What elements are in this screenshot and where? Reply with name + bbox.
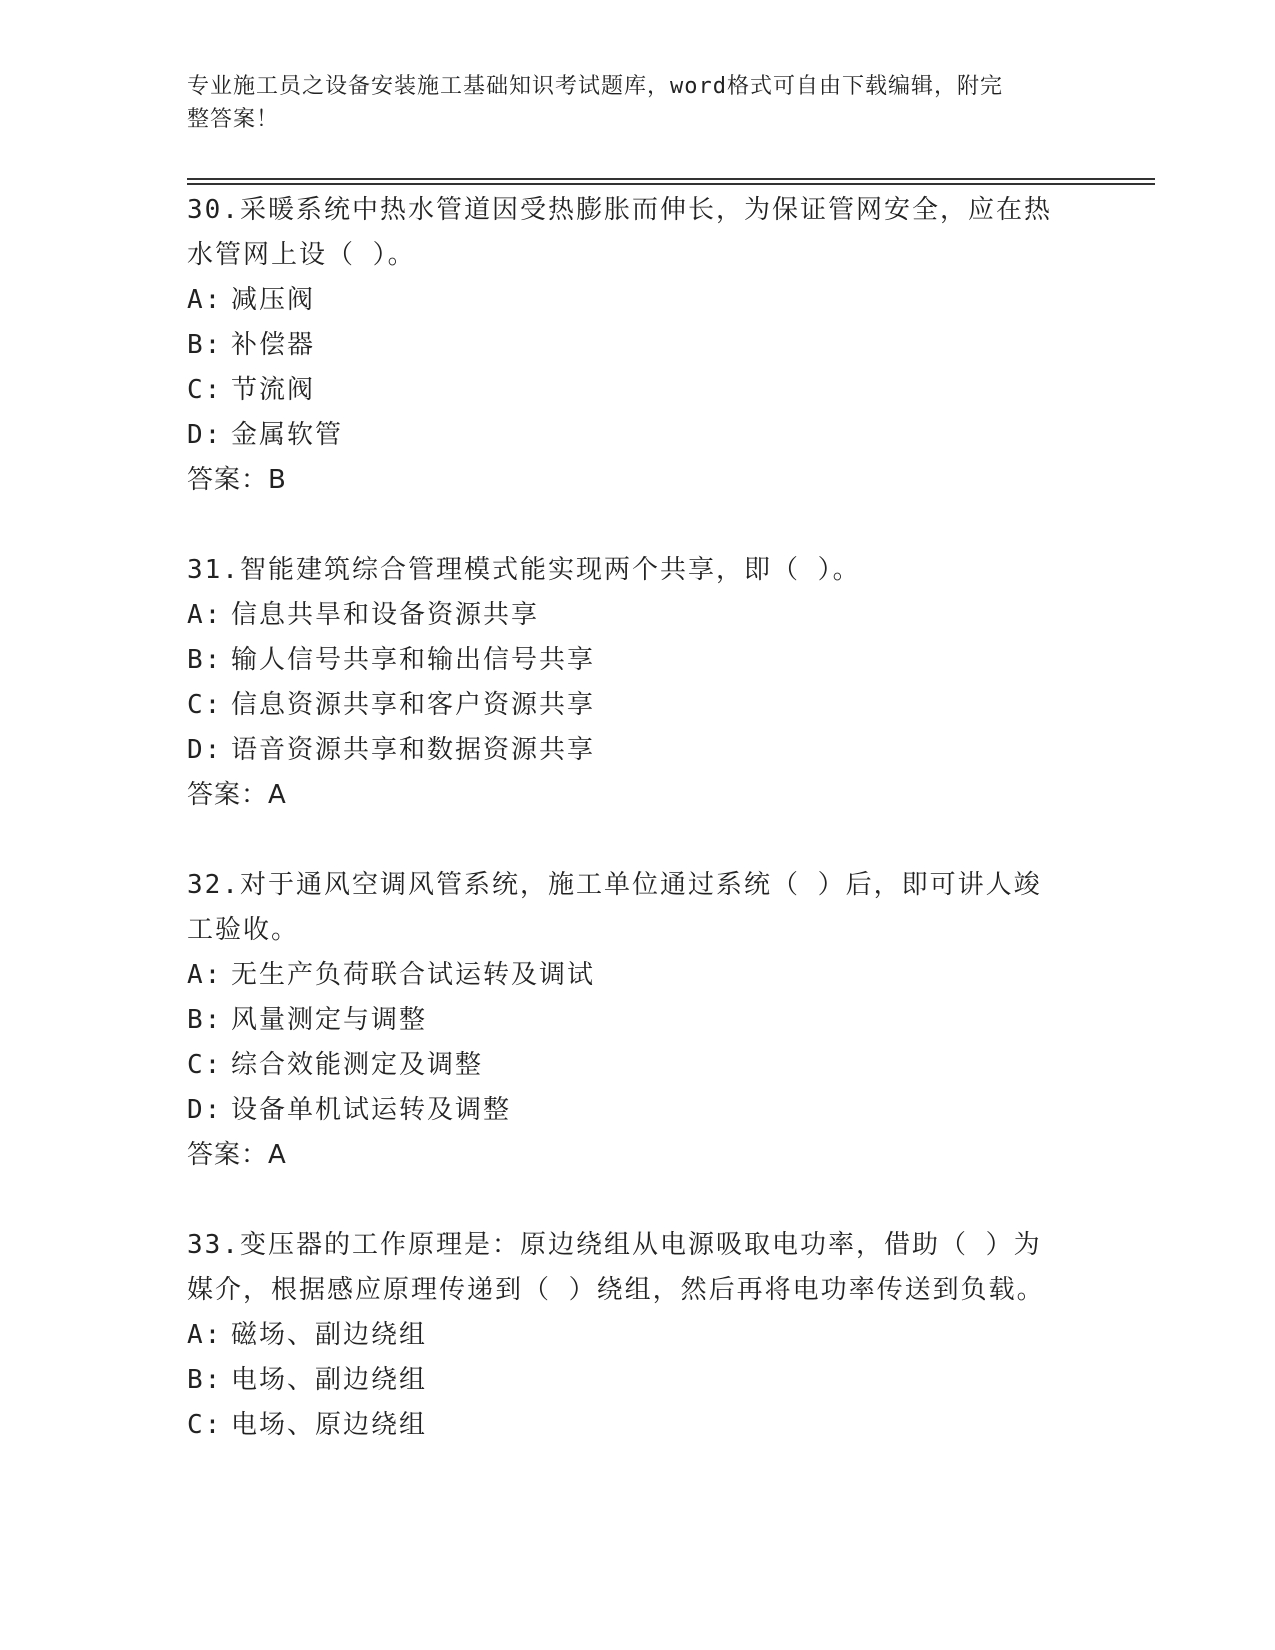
option-b xyxy=(187,1358,1087,1403)
option-letter: D: xyxy=(187,1095,223,1125)
option-text: 综合效能测定及调整 xyxy=(231,1050,484,1080)
option-text: 信息资源共享和客户资源共享 xyxy=(231,690,596,720)
option-letter: A: xyxy=(187,285,223,315)
option-d xyxy=(187,413,1087,458)
option-text: 节流阀 xyxy=(231,375,316,405)
option-c xyxy=(187,368,1087,413)
option-text: 补偿器 xyxy=(231,330,316,360)
option-a xyxy=(187,278,1087,323)
answer-line: 答案：A xyxy=(187,1140,287,1170)
option-text: 减压阀 xyxy=(231,285,316,315)
option-d xyxy=(187,728,1087,773)
header-line-2: 整答案！ xyxy=(187,107,280,132)
question-31 xyxy=(187,548,1087,818)
option-letter: B: xyxy=(187,1005,223,1035)
question-33 xyxy=(187,1223,1087,1448)
option-letter: B: xyxy=(187,645,223,675)
option-letter: D: xyxy=(187,735,223,765)
option-letter: C: xyxy=(187,1050,223,1080)
header-rule-bottom xyxy=(187,183,1155,185)
option-text: 语音资源共享和数据资源共享 xyxy=(231,735,596,765)
spacer xyxy=(187,503,1087,548)
option-a xyxy=(187,1313,1087,1358)
option-letter: A: xyxy=(187,1320,223,1350)
option-letter: A: xyxy=(187,600,223,630)
option-letter: C: xyxy=(187,375,223,405)
option-b xyxy=(187,998,1087,1043)
option-letter: A: xyxy=(187,960,223,990)
question-stem-continued: 媒介，根据感应原理传递到（ ）绕组，然后再将电功率传送到负载。 xyxy=(187,1275,1045,1305)
option-text: 电场、副边绕组 xyxy=(231,1365,428,1395)
option-d xyxy=(187,1088,1087,1133)
question-32 xyxy=(187,863,1087,1178)
question-list xyxy=(187,188,1087,1448)
option-text: 电场、原边绕组 xyxy=(231,1410,428,1440)
option-text: 无生产负荷联合试运转及调试 xyxy=(231,960,596,990)
option-letter: D: xyxy=(187,420,223,450)
option-letter: C: xyxy=(187,1410,223,1440)
option-letter: C: xyxy=(187,690,223,720)
option-c xyxy=(187,683,1087,728)
option-c xyxy=(187,1043,1087,1088)
spacer xyxy=(187,818,1087,863)
option-letter: B: xyxy=(187,1365,223,1395)
option-text: 信息共旱和设备资源共享 xyxy=(231,600,540,630)
question-stem: 30.采暖系统中热水管道因受热膨胀而伸长，为保证管网安全，应在热 xyxy=(187,195,1052,225)
question-stem: 32.对于通风空调风管系统，施工单位通过系统（ ）后，即可讲人竣 xyxy=(187,870,1042,900)
option-b xyxy=(187,323,1087,368)
option-a xyxy=(187,953,1087,998)
option-text: 风量测定与调整 xyxy=(231,1005,428,1035)
option-text: 输人信号共享和输出信号共享 xyxy=(231,645,596,675)
header-rule-top xyxy=(187,178,1155,180)
option-letter: B: xyxy=(187,330,223,360)
answer-line: 答案：A xyxy=(187,780,287,810)
question-stem-continued: 工验收。 xyxy=(187,915,300,945)
spacer xyxy=(187,1178,1087,1223)
option-text: 设备单机试运转及调整 xyxy=(231,1095,512,1125)
option-b xyxy=(187,638,1087,683)
option-text: 金属软管 xyxy=(231,420,344,450)
question-stem: 33.变压器的工作原理是：原边绕组从电源吸取电功率，借助（ ）为 xyxy=(187,1230,1042,1260)
option-text: 磁场、副边绕组 xyxy=(231,1320,428,1350)
question-30 xyxy=(187,188,1087,503)
answer-line: 答案：B xyxy=(187,465,287,495)
question-stem-continued: 水管网上设（ ）。 xyxy=(187,240,416,270)
document-header xyxy=(187,70,1067,136)
option-c xyxy=(187,1403,1087,1448)
option-a xyxy=(187,593,1087,638)
question-stem: 31.智能建筑综合管理模式能实现两个共享，即（ ）。 xyxy=(187,555,861,585)
header-line-1: 专业施工员之设备安装施工基础知识考试题库，word格式可自由下载编辑，附完 xyxy=(187,74,1003,99)
